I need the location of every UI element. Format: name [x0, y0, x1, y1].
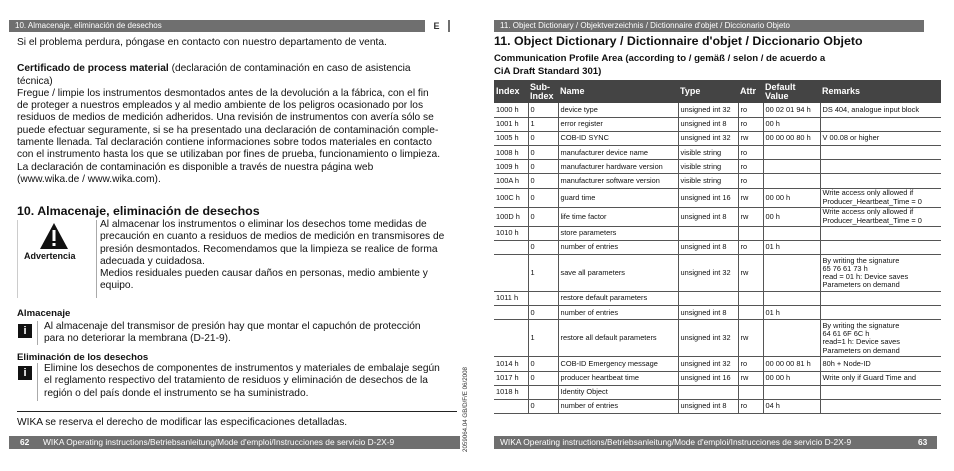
remarks-cell: [820, 174, 941, 188]
attr-cell: [738, 292, 763, 306]
document-code: 2059064.04 GB/D/F/E 06/2008: [462, 367, 469, 452]
column-header: Type: [678, 80, 738, 103]
remarks-cell: [820, 131, 941, 145]
subindex-cell: 0: [528, 240, 558, 254]
name-cell: manufacturer device name: [558, 146, 678, 160]
text-line: Al almacenar los instrumentos o eliminar los desechos tome medidas de: [100, 219, 427, 230]
type-cell: unsigned int 32: [678, 320, 738, 357]
remark-line: Write only if Guard Time and: [822, 373, 917, 383]
default-cell: 01 h: [763, 306, 820, 320]
type-cell: [678, 226, 738, 240]
remarks-cell: [820, 146, 941, 160]
index-cell: 100D h: [494, 207, 528, 226]
text-line: Al almacenaje del transmisor de presión hay que montar el capuchón de protección: [44, 321, 421, 332]
attr-cell: ro: [738, 174, 763, 188]
remarks-cell: [820, 357, 941, 371]
attr-cell: ro: [738, 357, 763, 371]
attr-cell: rw: [738, 188, 763, 207]
name-cell: error register: [558, 117, 678, 131]
subindex-cell: 0: [528, 146, 558, 160]
left-header-text: 10. Almacenaje, eliminación de desechos: [15, 21, 162, 30]
right-header-text: 11. Object Dictionary / Objektverzeichnis / Dictionnaire d'objet / Diccionario Objeto: [500, 21, 790, 30]
text-line: para no deteriorar la membrana (D-21-9).: [44, 333, 231, 345]
index-cell: 1014 h: [494, 357, 528, 371]
warning-label: Advertencia: [24, 251, 76, 261]
left-page-number: 62: [20, 437, 30, 447]
remarks-cell: [820, 207, 941, 226]
info-icon: i: [18, 366, 32, 380]
certificate-paragraph: [17, 76, 472, 187]
subindex-cell: [528, 292, 558, 306]
warning-box-left: [17, 220, 18, 298]
remark-line: read = 01 h: Device saves: [822, 272, 909, 281]
type-cell: unsigned int 32: [678, 131, 738, 145]
type-cell: [678, 292, 738, 306]
index-cell: 100C h: [494, 188, 528, 207]
name-cell: producer heartbeat time: [558, 371, 678, 385]
default-cell: [763, 292, 820, 306]
remark-line: 65 76 61 73 h: [822, 263, 868, 273]
left-footer-bar: [9, 436, 460, 449]
subindex-cell: 1: [528, 320, 558, 357]
attr-cell: ro: [738, 146, 763, 160]
table-row: [494, 146, 941, 160]
remark-line: Producer_Heartbeat_Time = 0: [822, 215, 922, 225]
text-line: adecuada y cuidadosa.: [100, 255, 205, 267]
remarks-cell: [820, 371, 941, 385]
name-cell: restore default parameters: [558, 292, 678, 306]
index-cell: [494, 399, 528, 413]
left-footer-text: WIKA Operating instructions/Betriebsanleitung/Mode d'emploi/Instrucciones de servicio D-2X-9: [43, 437, 395, 447]
text-line: de proteger a nuestros empleados y al medio ambiente de los peligros ocasionado por los: [17, 100, 424, 112]
remarks-cell: [820, 240, 941, 254]
table-row: [494, 226, 941, 240]
index-cell: 1010 h: [494, 226, 528, 240]
index-cell: 1005 h: [494, 131, 528, 145]
reserve-rule: [17, 411, 457, 412]
text-line: La declaración de contaminación es disponible a través de nuestra página web: [17, 161, 374, 173]
default-cell: [763, 385, 820, 399]
column-header: Attr: [738, 80, 763, 103]
default-cell: 00 02 01 94 h: [763, 103, 820, 117]
attr-cell: rw: [738, 371, 763, 385]
default-cell: [763, 255, 820, 292]
default-cell: [763, 160, 820, 174]
text-line: tamente llenada. Tal declaración contiene informaciones sobre todos materiales en contacto: [17, 136, 432, 148]
column-header: Default Value: [763, 80, 820, 103]
subtitle-line-2: CiA Draft Standard 301): [494, 66, 602, 77]
table-row: [494, 320, 941, 357]
attr-cell: ro: [738, 117, 763, 131]
index-cell: 1008 h: [494, 146, 528, 160]
subindex-cell: 0: [528, 207, 558, 226]
default-cell: 00 00 h: [763, 371, 820, 385]
name-cell: Identity Object: [558, 385, 678, 399]
index-cell: 1001 h: [494, 117, 528, 131]
attr-cell: ro: [738, 103, 763, 117]
index-cell: [494, 320, 528, 357]
object-dictionary-table: [494, 80, 941, 414]
default-cell: 00 h: [763, 207, 820, 226]
left-header-bar: [9, 20, 450, 32]
remarks-cell: [820, 160, 941, 174]
attr-cell: [738, 226, 763, 240]
subindex-cell: [528, 226, 558, 240]
index-cell: 100A h: [494, 174, 528, 188]
type-cell: unsigned int 8: [678, 306, 738, 320]
remark-line: DS 404, analogue input block: [822, 104, 920, 114]
attr-cell: rw: [738, 320, 763, 357]
text-line: equipo.: [100, 280, 134, 292]
remarks-cell: [820, 320, 941, 357]
remarks-cell: [820, 306, 941, 320]
attr-cell: rw: [738, 131, 763, 145]
subindex-cell: 0: [528, 160, 558, 174]
index-cell: 1000 h: [494, 103, 528, 117]
remarks-cell: [820, 226, 941, 240]
default-cell: 00 00 00 80 h: [763, 131, 820, 145]
remark-line: By writing the signature: [822, 255, 900, 265]
disposal-text: [44, 363, 464, 400]
type-cell: unsigned int 16: [678, 188, 738, 207]
index-cell: [494, 306, 528, 320]
type-cell: visible string: [678, 160, 738, 174]
remarks-cell: [820, 117, 941, 131]
type-cell: unsigned int 8: [678, 117, 738, 131]
name-cell: number of entries: [558, 399, 678, 413]
default-cell: 04 h: [763, 399, 820, 413]
table-row: [494, 399, 941, 413]
default-cell: 01 h: [763, 240, 820, 254]
column-header: Name: [558, 80, 678, 103]
name-cell: manufacturer hardware version: [558, 160, 678, 174]
remark-line: read=1 h: Device saves: [822, 337, 900, 347]
type-cell: unsigned int 8: [678, 399, 738, 413]
text-line: técnica): [17, 75, 53, 87]
text-line: Elimine los desechos de componentes de instrumentos y materiales de embalaje según: [44, 363, 440, 374]
text-line: región o del país donde el instrumento se ha suministrado.: [44, 387, 309, 399]
default-cell: 00 00 00 81 h: [763, 357, 820, 371]
subindex-cell: 0: [528, 103, 558, 117]
remark-line: 64 61 6F 6C h: [822, 329, 870, 339]
subindex-cell: 1: [528, 255, 558, 292]
subindex-cell: 1: [528, 117, 558, 131]
right-header-bar: [494, 20, 924, 32]
right-footer-text: WIKA Operating instructions/Betriebsanleitung/Mode d'emploi/Instrucciones de servicio D-2X-9: [500, 437, 852, 447]
intro-line: Si el problema perdura, póngase en contacto con nuestro departamento de venta.: [17, 37, 387, 48]
table-row: [494, 117, 941, 131]
index-cell: 1011 h: [494, 292, 528, 306]
name-cell: guard time: [558, 188, 678, 207]
name-cell: save all parameters: [558, 255, 678, 292]
index-cell: [494, 255, 528, 292]
index-cell: [494, 240, 528, 254]
subindex-cell: 0: [528, 399, 558, 413]
index-cell: 1009 h: [494, 160, 528, 174]
default-cell: [763, 320, 820, 357]
disposal-divider: [37, 363, 38, 401]
certificate-heading: [17, 63, 411, 75]
attr-cell: ro: [738, 160, 763, 174]
subindex-cell: [528, 385, 558, 399]
table-row: [494, 306, 941, 320]
right-page-number: 63: [918, 437, 928, 447]
table-row: [494, 357, 941, 371]
table-body: [494, 103, 941, 414]
name-cell: number of entries: [558, 240, 678, 254]
type-cell: unsigned int 32: [678, 255, 738, 292]
name-cell: life time factor: [558, 207, 678, 226]
text-line: (www.wika.de / www.wika.com).: [17, 173, 161, 185]
type-cell: unsigned int 8: [678, 207, 738, 226]
default-cell: 00 00 h: [763, 188, 820, 207]
index-cell: 1017 h: [494, 371, 528, 385]
type-cell: unsigned int 8: [678, 240, 738, 254]
remarks-cell: [820, 188, 941, 207]
type-cell: visible string: [678, 146, 738, 160]
subtitle-line-1: Communication Profile Area (according to / gemäß / selon / de acuerdo a: [494, 53, 826, 64]
storage-text: [44, 321, 464, 346]
text-line: puede efectuar seguramente, si se ha presentado una declaración de contaminación comple-: [17, 124, 439, 136]
attr-cell: rw: [738, 207, 763, 226]
type-cell: unsigned int 32: [678, 357, 738, 371]
remark-line: V 00.08 or higher: [822, 133, 880, 143]
info-icon: i: [18, 324, 32, 338]
storage-divider: [37, 321, 38, 345]
default-cell: [763, 146, 820, 160]
name-cell: manufacturer software version: [558, 174, 678, 188]
table-row: [494, 240, 941, 254]
text-line: residuos de medios de medición adheridos. Una revisión de instrumentos con avería sólo se: [17, 112, 434, 124]
text-line: presión desmontados. Recomendamos que la limpieza se realice de forma: [100, 243, 438, 255]
warning-triangle-icon: [39, 222, 69, 250]
table-row: [494, 131, 941, 145]
remarks-cell: [820, 292, 941, 306]
type-cell: unsigned int 32: [678, 103, 738, 117]
text-line: el reglamento respectivo del tratamiento de residuos y eliminación de desechos de la: [44, 375, 428, 387]
right-page-number-box: [914, 436, 937, 449]
right-footer-bar: [494, 436, 914, 449]
remark-line: Parameters on demand: [822, 280, 900, 290]
remark-line: By writing the signature: [822, 320, 900, 330]
default-cell: [763, 174, 820, 188]
right-page: [477, 0, 954, 471]
attr-cell: rw: [738, 255, 763, 292]
remark-line: Write access only allowed if: [822, 207, 914, 217]
table-row: [494, 385, 941, 399]
text-line: con el instrumento hasta los que se utilizaban por fines de prueba, funcionamiento o limpieza.: [17, 149, 441, 161]
remark-line: Write access only allowed if: [822, 188, 914, 198]
default-cell: [763, 226, 820, 240]
remarks-cell: [820, 103, 941, 117]
column-header: Remarks: [820, 80, 941, 103]
attr-cell: [738, 306, 763, 320]
remark-line: Producer_Heartbeat_Time = 0: [822, 196, 922, 206]
type-cell: [678, 385, 738, 399]
table-header-row: [494, 80, 941, 103]
subindex-cell: 0: [528, 357, 558, 371]
certificate-title-rest: (declaración de contaminación en caso de asistencia: [168, 63, 411, 74]
table-row: [494, 255, 941, 292]
column-header: Sub- Index: [528, 80, 558, 103]
remark-line: 80h + Node-ID: [822, 358, 871, 368]
column-header: Index: [494, 80, 528, 103]
attr-cell: [738, 385, 763, 399]
text-line: precaución en cuanto a residuos de medios de medición en transmisores de: [100, 231, 445, 243]
name-cell: store parameters: [558, 226, 678, 240]
attr-cell: ro: [738, 240, 763, 254]
default-cell: 00 h: [763, 117, 820, 131]
type-cell: visible string: [678, 174, 738, 188]
subindex-cell: 0: [528, 188, 558, 207]
table-row: [494, 174, 941, 188]
attr-cell: ro: [738, 399, 763, 413]
index-cell: 1018 h: [494, 385, 528, 399]
name-cell: device type: [558, 103, 678, 117]
subindex-cell: 0: [528, 371, 558, 385]
table-row: [494, 292, 941, 306]
certificate-title: Certificado de process material: [17, 63, 169, 74]
type-cell: unsigned int 16: [678, 371, 738, 385]
subindex-cell: 0: [528, 174, 558, 188]
name-cell: COB-ID SYNC: [558, 131, 678, 145]
table-row: [494, 207, 941, 226]
table-row: [494, 103, 941, 117]
table-row: [494, 160, 941, 174]
language-tab: E: [425, 20, 448, 32]
text-line: Medios residuales pueden causar daños en personas, medio ambiente y: [100, 268, 428, 280]
warning-divider: [96, 220, 97, 298]
table-row: [494, 371, 941, 385]
section-title: 10. Almacenaje, eliminación de desechos: [17, 204, 260, 218]
name-cell: COB-ID Emergency message: [558, 357, 678, 371]
remarks-cell: [820, 399, 941, 413]
text-line: Fregue / limpie los instrumentos desmontados antes de la devolución a la fábrica, con el fin: [17, 87, 429, 99]
remarks-cell: [820, 255, 941, 292]
name-cell: number of entries: [558, 306, 678, 320]
warning-text: [100, 219, 470, 293]
subindex-cell: 0: [528, 306, 558, 320]
remarks-cell: [820, 385, 941, 399]
name-cell: restore all default parameters: [558, 320, 678, 357]
remark-line: Parameters on demand: [822, 345, 900, 355]
subindex-cell: 0: [528, 131, 558, 145]
page-title: 11. Object Dictionary / Dictionnaire d'objet / Diccionario Objeto: [494, 34, 863, 48]
storage-title: Almacenaje: [17, 308, 71, 319]
disposal-title: Eliminación de los desechos: [17, 352, 149, 363]
reserve-line: WIKA se reserva el derecho de modificar las especificaciones detalladas.: [17, 417, 348, 428]
table-row: [494, 188, 941, 207]
